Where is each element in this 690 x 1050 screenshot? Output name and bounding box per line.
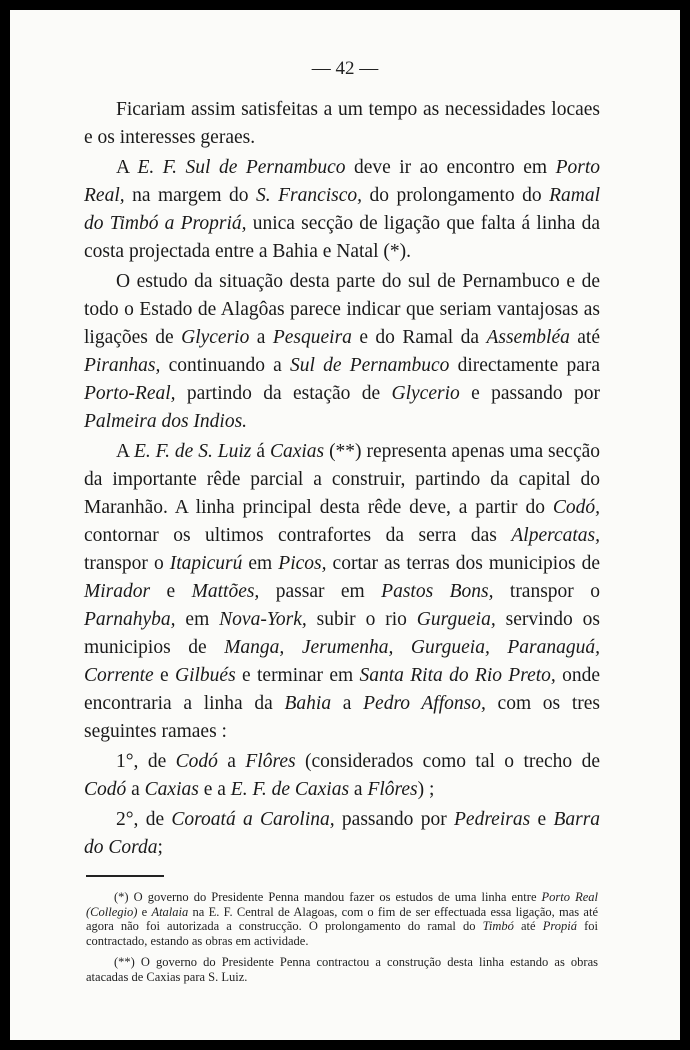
- paragraph-3: [84, 268, 600, 436]
- place-name: Codó: [84, 779, 127, 800]
- text-run: a: [331, 693, 364, 714]
- paragraph-1: [84, 96, 600, 152]
- river-name: S. Francisco,: [256, 185, 363, 206]
- footnote-1: [86, 890, 598, 948]
- body-text: [84, 96, 600, 862]
- place-name: Propiá: [542, 919, 577, 933]
- place-name: Barra do Corda: [84, 809, 601, 858]
- text-run: e passando por: [459, 383, 600, 404]
- text-run: (**) O governo do Presidente Penna contractou a construção desta linha estando as obras atacadas de Caxias para S. Luiz.: [86, 955, 598, 984]
- place-name: Santa Rita do Rio Preto,: [359, 665, 556, 686]
- text-run: a: [249, 327, 273, 348]
- railway-name: E. F. de Caxias: [230, 779, 350, 800]
- place-name: Palmeira dos Indios.: [84, 411, 248, 432]
- place-name: Bahia: [284, 693, 332, 714]
- text-run: directamente para: [449, 355, 600, 376]
- text-run: cortar as terras dos municipios de: [326, 553, 600, 574]
- text-run: na margem do: [124, 185, 256, 206]
- text-run: contornar os ultimos contrafortes da serra das: [84, 525, 512, 546]
- text-run: subir o rio: [306, 609, 417, 630]
- text-run: á: [251, 441, 270, 462]
- river-name: Gurgueia,: [416, 609, 496, 630]
- text-run: (considerados como tal o trecho de: [295, 751, 600, 772]
- text-run: e terminar em: [235, 665, 360, 686]
- text-run: e: [153, 665, 176, 686]
- text-run: transpor o: [84, 553, 170, 574]
- text-run: passando por: [334, 809, 454, 830]
- text-run: em: [242, 553, 279, 574]
- place-name: Assembléa: [486, 327, 570, 348]
- text-run: a: [217, 751, 246, 772]
- place-name: Flôres: [367, 779, 418, 800]
- place-name: Porto-Real,: [84, 383, 176, 404]
- footnotes: [86, 890, 598, 991]
- text-run: passar em: [259, 581, 382, 602]
- text-run: e: [150, 581, 192, 602]
- text-run: continuando a: [160, 355, 291, 376]
- place-name: Pesqueira: [272, 327, 352, 348]
- place-name: Mirador: [84, 581, 151, 602]
- text-run: do prolongamento do: [362, 185, 550, 206]
- footnote-2: [86, 955, 598, 984]
- book-page: [10, 10, 680, 1040]
- text-run: e: [137, 904, 152, 919]
- place-name: Glycerio: [181, 327, 250, 348]
- place-name: Mattões,: [191, 581, 260, 602]
- paragraph-6: [84, 806, 600, 862]
- railway-name: E. F. de S. Luiz: [133, 441, 252, 462]
- text-run: na E. F. Central de Alagoas, com o fim de ser effectuada essa ligação, mas até agora não foi autorizada a construcção. O prolongamento do ramal do: [86, 904, 598, 933]
- text-run: O estudo da situação desta parte do sul de Pernambuco e de todo o Estado de Alagôas parece indicar que seriam vantajosas as ligações de: [84, 271, 600, 348]
- place-name: Alpercatas,: [511, 525, 600, 546]
- place-name: Caxias: [144, 779, 199, 800]
- place-name: Porto Real (Collegio): [86, 890, 598, 919]
- text-run: servindo os municipios de: [84, 609, 601, 658]
- text-run: ) ;: [417, 779, 435, 800]
- place-name: Glycerio: [391, 383, 460, 404]
- text-run: ;: [157, 837, 163, 858]
- page-number: — 42 —: [311, 58, 379, 79]
- branch-name: Ramal do Timbó a Propriá,: [84, 185, 600, 234]
- place-name: Piranhas,: [84, 355, 161, 376]
- place-name: Coroatá a Carolina,: [171, 809, 335, 830]
- place-name: Codó: [175, 751, 218, 772]
- text-run: em: [175, 609, 220, 630]
- paragraph-4: [84, 438, 600, 746]
- text-run: até: [513, 919, 543, 933]
- text-run: foi contractado, estando as obras em actividade.: [86, 919, 598, 948]
- text-run: até: [569, 327, 600, 348]
- text-run: (**) representa apenas uma secção da importante rêde parcial a construir, partindo da capital do Maranhão. A linha principal desta rêde deve, a partir do: [84, 441, 601, 518]
- text-run: 2°, de: [116, 809, 172, 830]
- place-name: Pedreiras: [454, 809, 531, 830]
- text-run: e: [530, 809, 554, 830]
- place-name: Atalaia: [151, 904, 189, 919]
- text-run: e do Ramal da: [351, 327, 487, 348]
- text-run: transpor o: [493, 581, 600, 602]
- place-name: Porto Real,: [84, 157, 601, 206]
- text-run: e a: [198, 779, 231, 800]
- text-run: Ficariam assim satisfeitas a um tempo as necessidades locaes e os interesses geraes.: [84, 99, 600, 148]
- river-name: Parnahyba,: [84, 609, 176, 630]
- place-name: Codó,: [552, 497, 600, 518]
- text-run: a: [349, 779, 368, 800]
- railway-name: E. F. Sul de Pernambuco: [137, 157, 346, 178]
- text-run: unica secção de ligação que falta á linha da costa projectada entre a Bahia e Natal (*).: [84, 213, 600, 262]
- text-run: (*) O governo do Presidente Penna mandou fazer os estudos de uma linha entre: [114, 890, 542, 904]
- footnote-divider: [86, 875, 164, 877]
- place-name: Timbó: [482, 919, 514, 933]
- paragraph-2: [84, 154, 600, 266]
- text-run: 1°, de: [116, 751, 176, 772]
- text-run: a: [126, 779, 145, 800]
- text-run: onde encontraria a linha da: [84, 665, 601, 714]
- text-run: deve ir ao encontro em: [345, 157, 556, 178]
- place-name: Manga, Jerumenha, Gurgueia, Paranaguá, Corrente: [84, 637, 600, 686]
- text-run: partindo da estação de: [175, 383, 392, 404]
- place-name: Pastos Bons,: [381, 581, 494, 602]
- text-run: com os tres seguintes ramaes :: [84, 693, 600, 742]
- text-run: A: [116, 157, 138, 178]
- place-name: Flôres: [245, 751, 296, 772]
- place-name: Pedro Affonso,: [363, 693, 486, 714]
- river-name: Itapicurú: [169, 553, 243, 574]
- paragraph-5: [84, 748, 600, 804]
- place-name: Gilbués: [175, 665, 236, 686]
- place-name: Nova-York,: [219, 609, 307, 630]
- text-run: A: [116, 441, 134, 462]
- place-name: Caxias: [269, 441, 325, 462]
- railway-name: Sul de Pernambuco: [290, 355, 450, 376]
- place-name: Picos,: [278, 553, 327, 574]
